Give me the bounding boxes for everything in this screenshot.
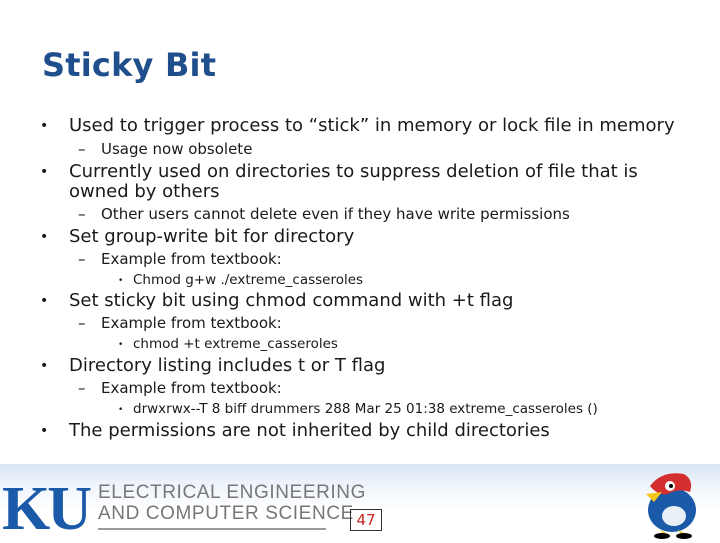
department-line-2: AND COMPUTER SCIENCE (98, 503, 354, 524)
bullet-text: Used to trigger process to “stick” in memory or lock file in memory (69, 115, 675, 136)
command-text: chmod +t extreme_casseroles (133, 336, 338, 352)
dash-icon: – (78, 314, 86, 332)
sub-bullet-text: Other users cannot delete even if they have write permissions (101, 205, 570, 223)
bullet-icon: • (40, 358, 49, 374)
department-line-1: ELECTRICAL ENGINEERING (98, 482, 366, 503)
bullet-icon: • (40, 423, 49, 439)
footer-divider (98, 528, 326, 530)
bullet-icon: • (118, 340, 124, 350)
jayhawk-mascot-icon (632, 464, 708, 540)
bullet-icon: • (40, 229, 49, 245)
command-text: Chmod g+w ./extreme_casseroles (133, 272, 364, 288)
dash-icon: – (78, 140, 86, 158)
listing-text: drwxrwx--T 8 biff drummers 288 Mar 25 01:38 extreme_casseroles () (133, 401, 598, 417)
slide-title: Sticky Bit (42, 46, 217, 84)
sub-bullet-text: Example from textbook: (101, 379, 282, 397)
bullet-icon: • (118, 276, 124, 286)
department-name (98, 482, 366, 524)
dash-icon: – (78, 379, 86, 397)
bullet-text: Set sticky bit using chmod command with +t flag (69, 290, 514, 311)
bullet-icon: • (40, 164, 49, 180)
bullet-icon: • (40, 118, 49, 134)
ku-logo: KU (2, 475, 89, 543)
sub-bullet-text: Example from textbook: (101, 250, 282, 268)
bullet-text: Set group-write bit for directory (69, 226, 355, 247)
bullet-icon: • (40, 293, 49, 309)
page-number: 47 (350, 509, 382, 531)
sub-bullet-text: Example from textbook: (101, 314, 282, 332)
bullet-icon: • (118, 405, 124, 415)
bullet-text: Currently used on directories to suppress deletion of file that is owned by others (69, 161, 638, 202)
dash-icon: – (78, 205, 86, 223)
sub-bullet-text: Usage now obsolete (101, 140, 253, 158)
bullet-text: The permissions are not inherited by child directories (69, 420, 550, 441)
bullet-text: Directory listing includes t or T flag (69, 355, 386, 376)
dash-icon: – (78, 250, 86, 268)
